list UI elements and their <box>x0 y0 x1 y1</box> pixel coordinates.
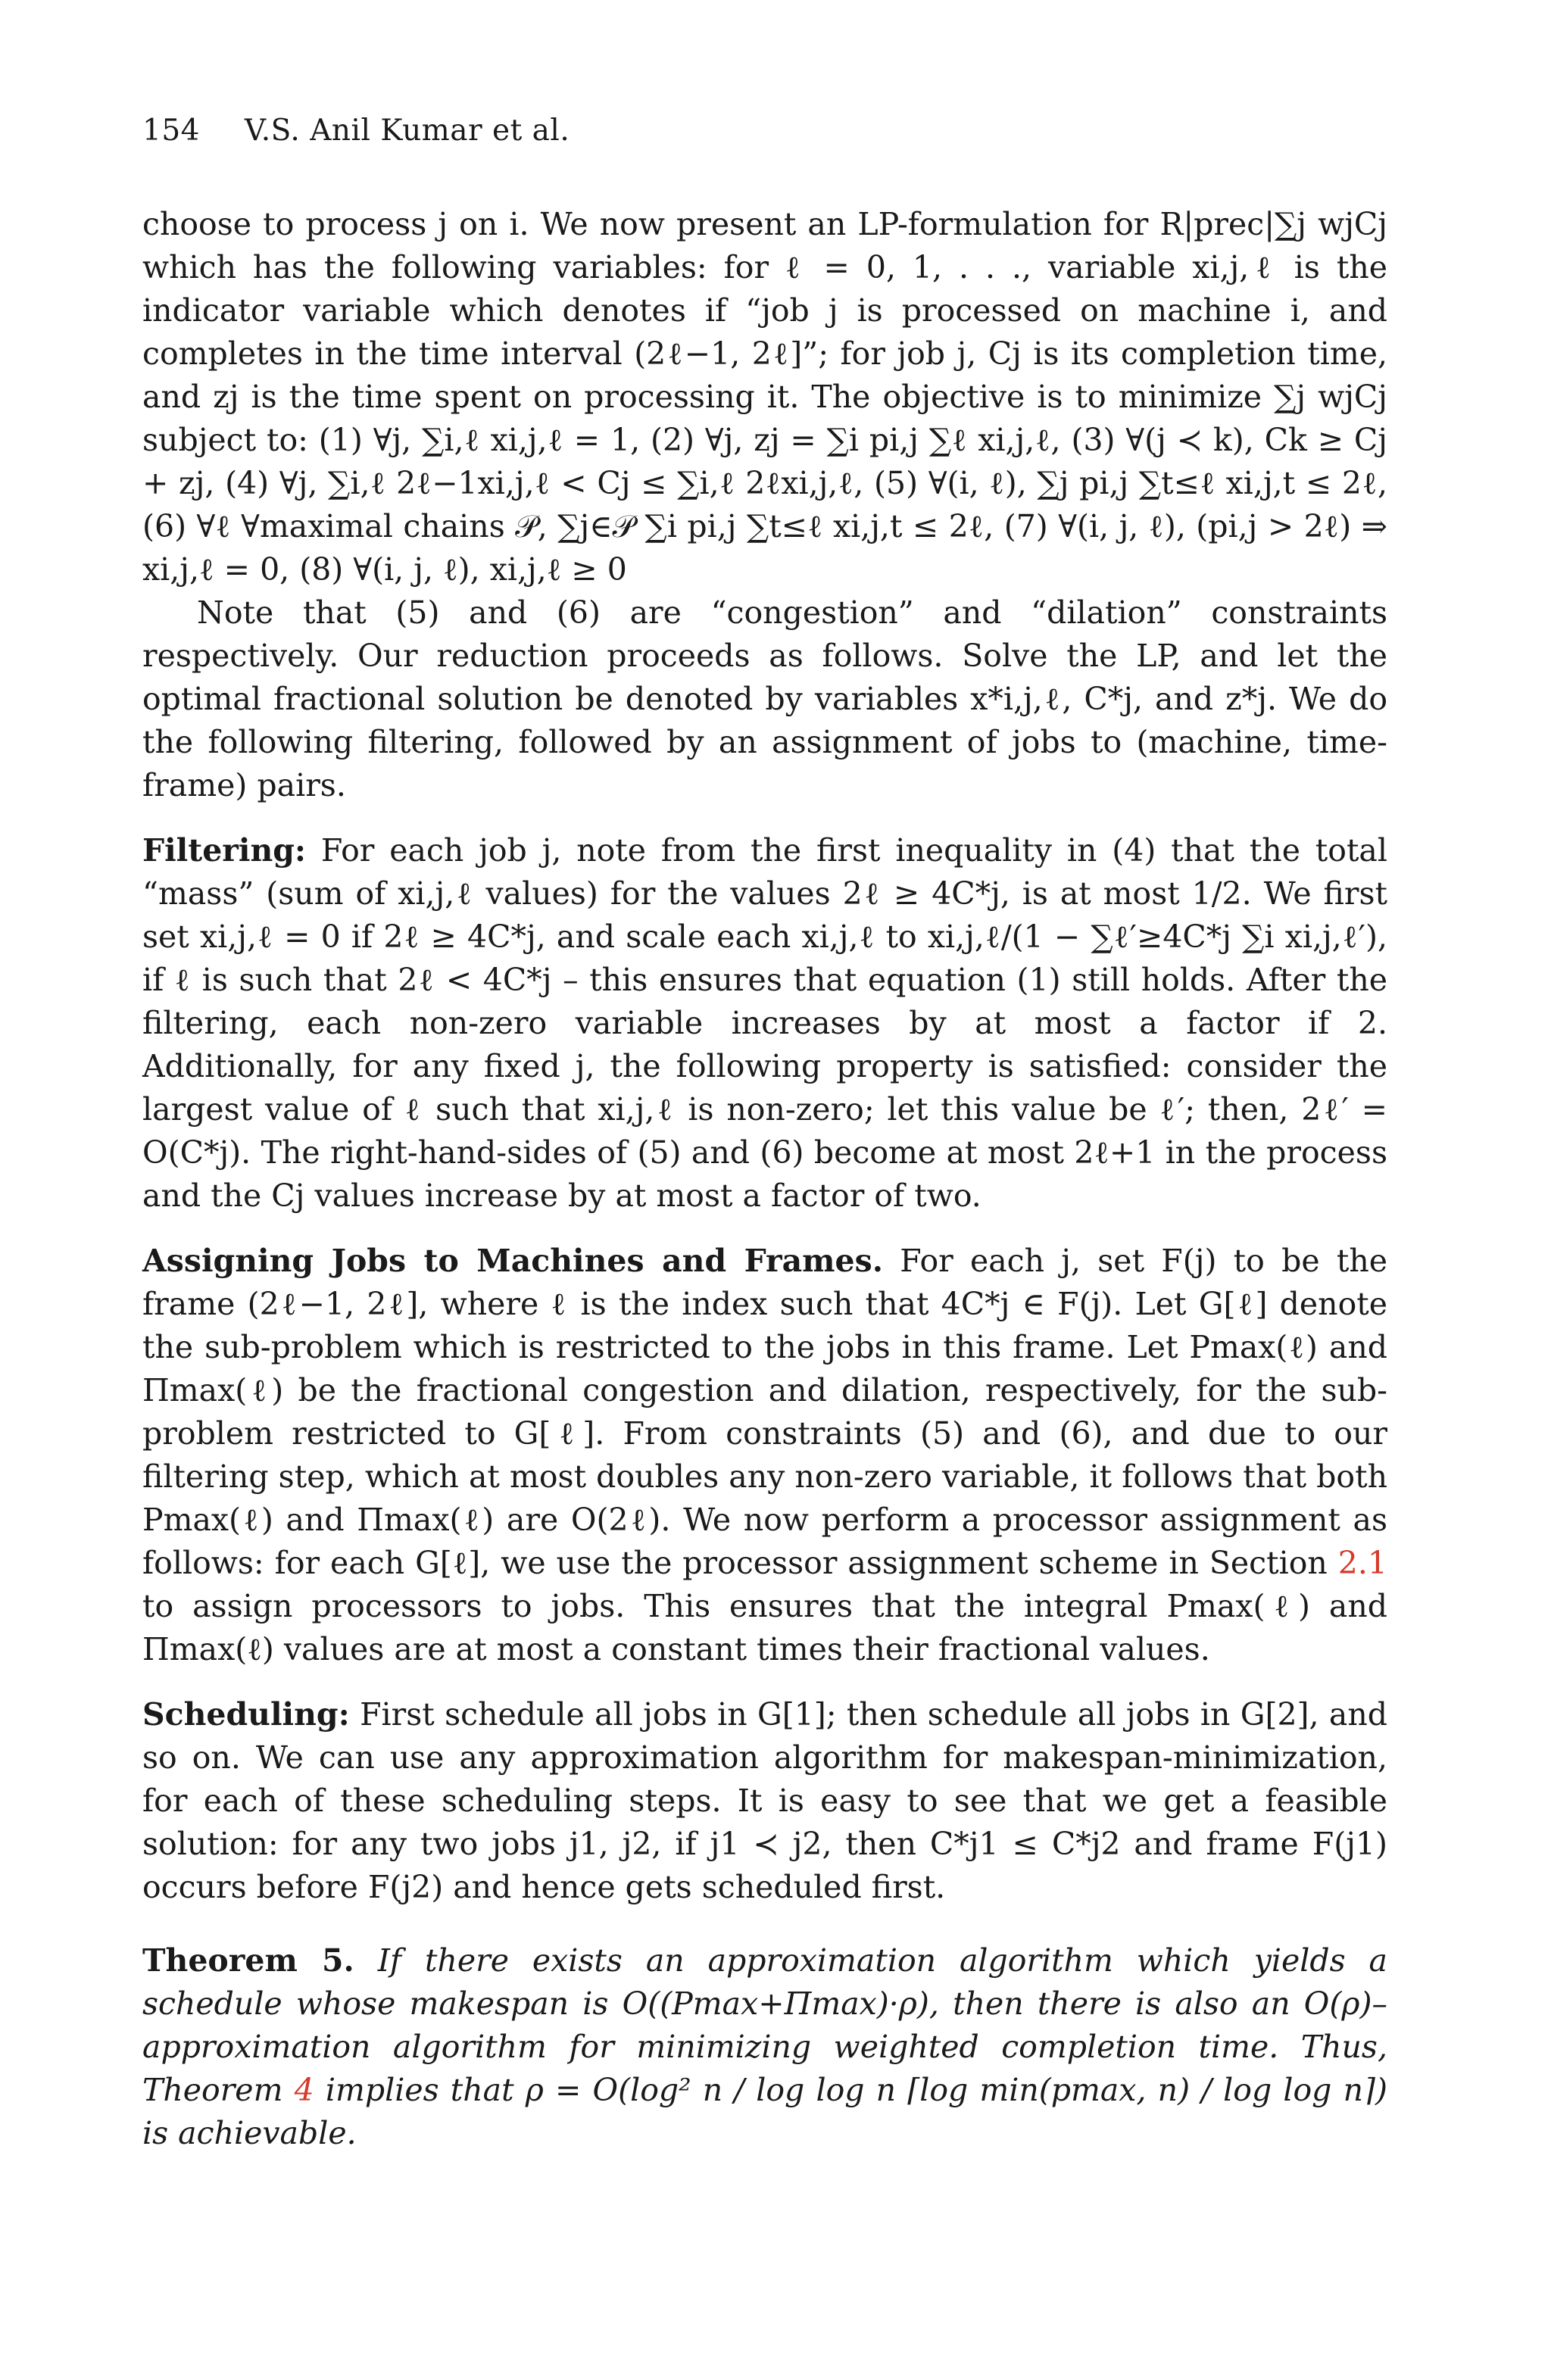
scheduling-heading: Scheduling: <box>142 1696 350 1733</box>
theorem-5 <box>142 1939 1387 2155</box>
filtering-heading: Filtering: <box>142 832 307 869</box>
theorem-heading: Theorem 5. <box>142 1942 354 1979</box>
assigning-paragraph <box>142 1240 1387 1671</box>
note-paragraph: Note that (5) and (6) are “congestion” and “dilation” constraints respectively. Our reduction proceeds as follows. Solve the LP, and let the optimal fractional solution be denoted by variables x*i,j,ℓ, C*j, and z*j. We do the following filtering, followed by an assignment of jobs to (machine, time-frame) pairs. <box>142 594 1387 803</box>
page-number: 154 <box>142 114 200 148</box>
theorem-text-2: implies that ρ = O(log² n / log log n ⌈log min(pmax, n) / log log n⌉) is achievable. <box>142 2072 1387 2151</box>
scheduling-paragraph <box>142 1693 1387 1909</box>
assigning-heading: Assigning Jobs to Machines and Frames. <box>142 1243 883 1279</box>
filtering-text: For each job j, note from the first inequality in (4) that the total “mass” (sum of xi,j,ℓ values) for the values 2ℓ ≥ 4C*j, is at most 1/2. We first set xi,j,ℓ = 0 if 2ℓ ≥ 4C*j, and scale each xi,j,ℓ to xi,j,ℓ/(1 − ∑ℓ′≥4C*j ∑i xi,j,ℓ′), if ℓ is such that 2ℓ < 4C*j – this ensures that equation (1) still holds. After the filtering, each non-zero variable increases by at most a factor if 2. Additionally, for any fixed j, the following property is satisfied: consider the largest value of ℓ such that xi,j,ℓ is non-zero; let this value be ℓ′; then, 2ℓ′ = O(C*j). The right-hand-sides of (5) and (6) become at most 2ℓ+1 in the process and the Cj values increase by at most a factor of two. <box>142 832 1387 1214</box>
lp-formulation-paragraph: choose to process j on i. We now present an LP-formulation for R|prec|∑j wjCj which has the following variables: for ℓ = 0, 1, . . ., variable xi,j,ℓ is the indicator variable which denotes if “job j is processed on machine i, and completes in the time interval (2ℓ−1, 2ℓ]”; for job j, Cj is its completion time, and zj is the time spent on processing it. The objective is to minimize ∑j wjCj subject to: (1) ∀j, ∑i,ℓ xi,j,ℓ = 1, (2) ∀j, zj = ∑i pi,j ∑ℓ xi,j,ℓ, (3) ∀(j ≺ k), Ck ≥ Cj + zj, (4) ∀j, ∑i,ℓ 2ℓ−1xi,j,ℓ < Cj ≤ ∑i,ℓ 2ℓxi,j,ℓ, (5) ∀(i, ℓ), ∑j pi,j ∑t≤ℓ xi,j,t ≤ 2ℓ, (6) ∀ℓ ∀maximal chains 𝒫, ∑j∈𝒫 ∑i pi,j ∑t≤ℓ xi,j,t ≤ 2ℓ, (7) ∀(i, j, ℓ), (pi,j > 2ℓ) ⇒ xi,j,ℓ = 0, (8) ∀(i, j, ℓ), xi,j,ℓ ≥ 0 <box>142 206 1387 588</box>
scheduling-text: First schedule all jobs in G[1]; then schedule all jobs in G[2], and so on. We can use any approximation algorithm for makespan-minimization, for each of these scheduling steps. It is easy to see that we get a feasible solution: for any two jobs j1, j2, if j1 ≺ j2, then C*j1 ≤ C*j2 and frame F(j1) occurs before F(j2) and hence gets scheduled first. <box>142 1696 1387 1905</box>
theorem-text-1: If there exists an approximation algorithm which yields a schedule whose makespan is O((Pmax+Πmax)·ρ), then there is also an O(ρ)–approximation algorithm for minimizing weighted completion time. Thus, Theorem <box>142 1942 1387 2108</box>
assigning-text-1: For each j, set F(j) to be the frame (2ℓ−1, 2ℓ], where ℓ is the index such that 4C*j ∈ F(j). Let G[ℓ] denote the sub-problem which is restricted to the jobs in this frame. Let Pmax(ℓ) and Πmax(ℓ) be the fractional congestion and dilation, respectively, for the sub-problem restricted to G[ℓ]. From constraints (5) and (6), and due to our filtering step, which at most doubles any non-zero variable, it follows that both Pmax(ℓ) and Πmax(ℓ) are O(2ℓ). We now perform a processor assignment as follows: for each G[ℓ], we use the processor assignment scheme in Section <box>142 1243 1387 1581</box>
running-authors: V.S. Anil Kumar et al. <box>244 114 570 148</box>
running-header <box>142 114 570 148</box>
body-text <box>142 203 1387 2155</box>
theorem-reference-link[interactable]: 4 <box>294 2072 314 2108</box>
assigning-text-2: to assign processors to jobs. This ensures that the integral Pmax(ℓ) and Πmax(ℓ) values are at most a constant times their fractional values. <box>142 1588 1387 1667</box>
filtering-paragraph <box>142 829 1387 1218</box>
section-reference-link[interactable]: 2.1 <box>1337 1545 1387 1581</box>
